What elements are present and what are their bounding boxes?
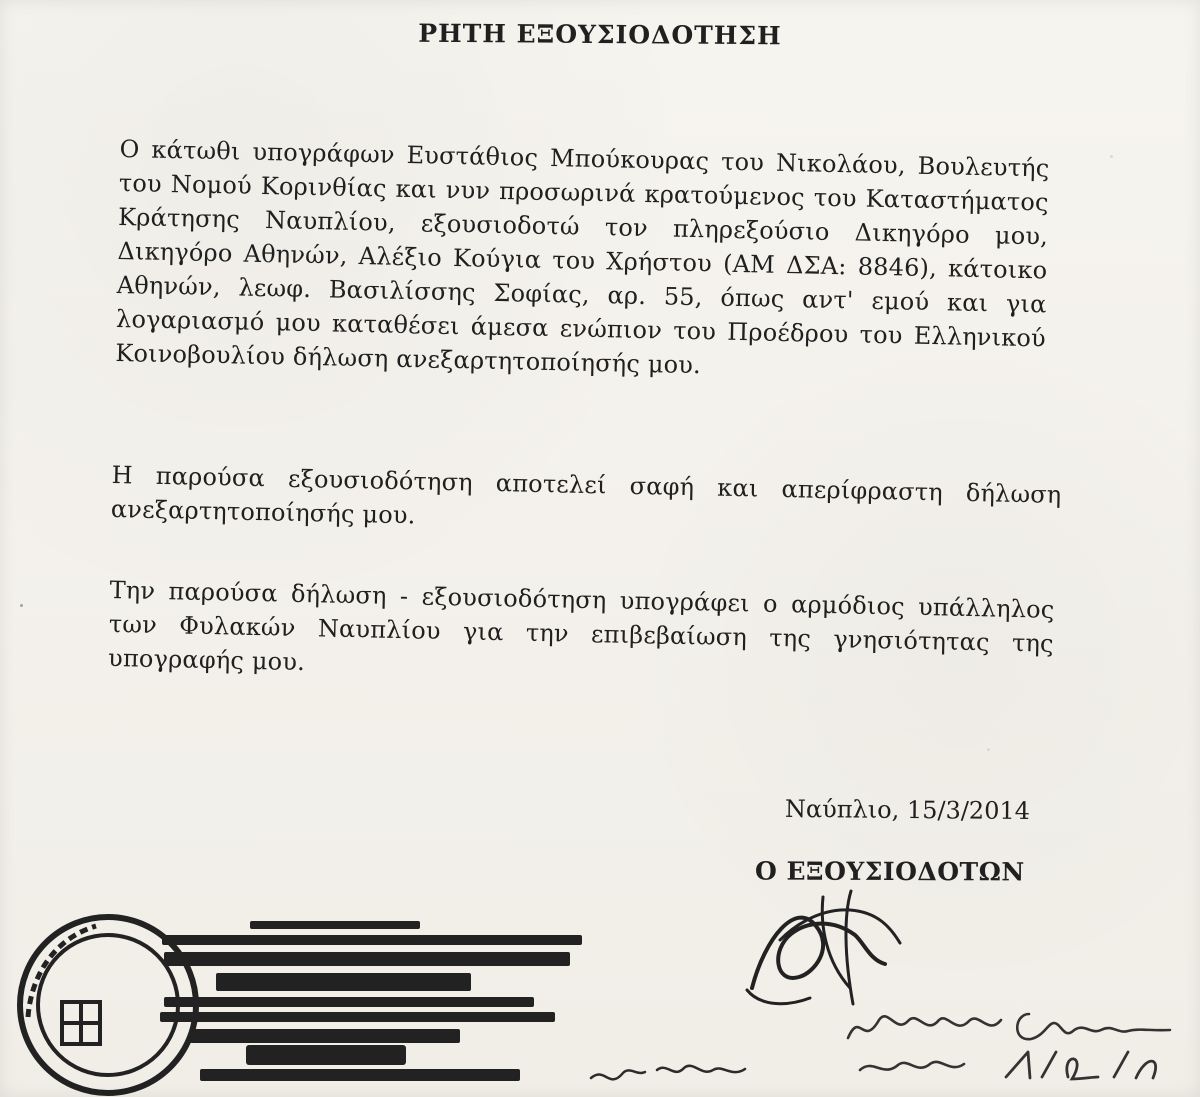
stamp-handwritten-note (585, 1048, 755, 1092)
place-date: Ναύπλιο, 15/3/2014 (784, 794, 1031, 826)
handwritten-verification (840, 1000, 1180, 1090)
handwritten-note-image (840, 1000, 1180, 1090)
signature-image (740, 880, 910, 1020)
authorization-paragraph: Ο κάτωθι υπογράφων Ευστάθιος Μπούκουρας του Νικολάου, Βουλευτής του Νομού Κορινθίας και νυν προσωρινά κρατούμενος του Καταστήματος Κράτησης Ναυπλίου, εξουσιοδοτώ τον πληρεξούσιο Δικηγόρο μου, Δικηγόρο Αθηνών, Αλέξιο Κούγια του Χρήστου (ΑΜ ΔΣΑ: 8846), κάτοικο Αθηνών, λεωφ. Βασιλίσσης Σοφίας, αρ. 55, όπως αντ' εμού και για λογαριασμό μου καταθέσει άμεσα ενώπιον του Προέδρου του Ελληνικού Κοινοβουλίου δήλωση ανεξαρτητοποίησής μου. (115, 134, 1050, 380)
verification-paragraph: Την παρούσα δήλωση - εξουσιοδότηση υπογράφει ο αρμόδιος υπάλληλος των Φυλακών Ναυπλίου για την επιβεβαίωση της γνησιότητας της υπογραφής μου. (107, 575, 1055, 677)
grantor-label: Ο ΕΞΟΥΣΙΟΔΟΤΩΝ (754, 856, 1025, 887)
scan-dot (987, 748, 990, 751)
signature (740, 880, 910, 1020)
document-title: ΡΗΤΗ ΕΞΟΥΣΙΟΔΟΤΗΣΗ (418, 18, 782, 51)
scan-dot (20, 604, 23, 607)
stamp-text-image (120, 909, 600, 1097)
rectangular-stamp (120, 909, 600, 1097)
declaration-paragraph: Η παρούσα εξουσιοδότηση αποτελεί σαφή και απερίφραστη δήλωση ανεξαρτητοποίησής μου. (110, 460, 1062, 530)
official-stamp-area (0, 905, 610, 1097)
handwriting-image (585, 1048, 755, 1092)
scan-dot (1110, 155, 1113, 158)
